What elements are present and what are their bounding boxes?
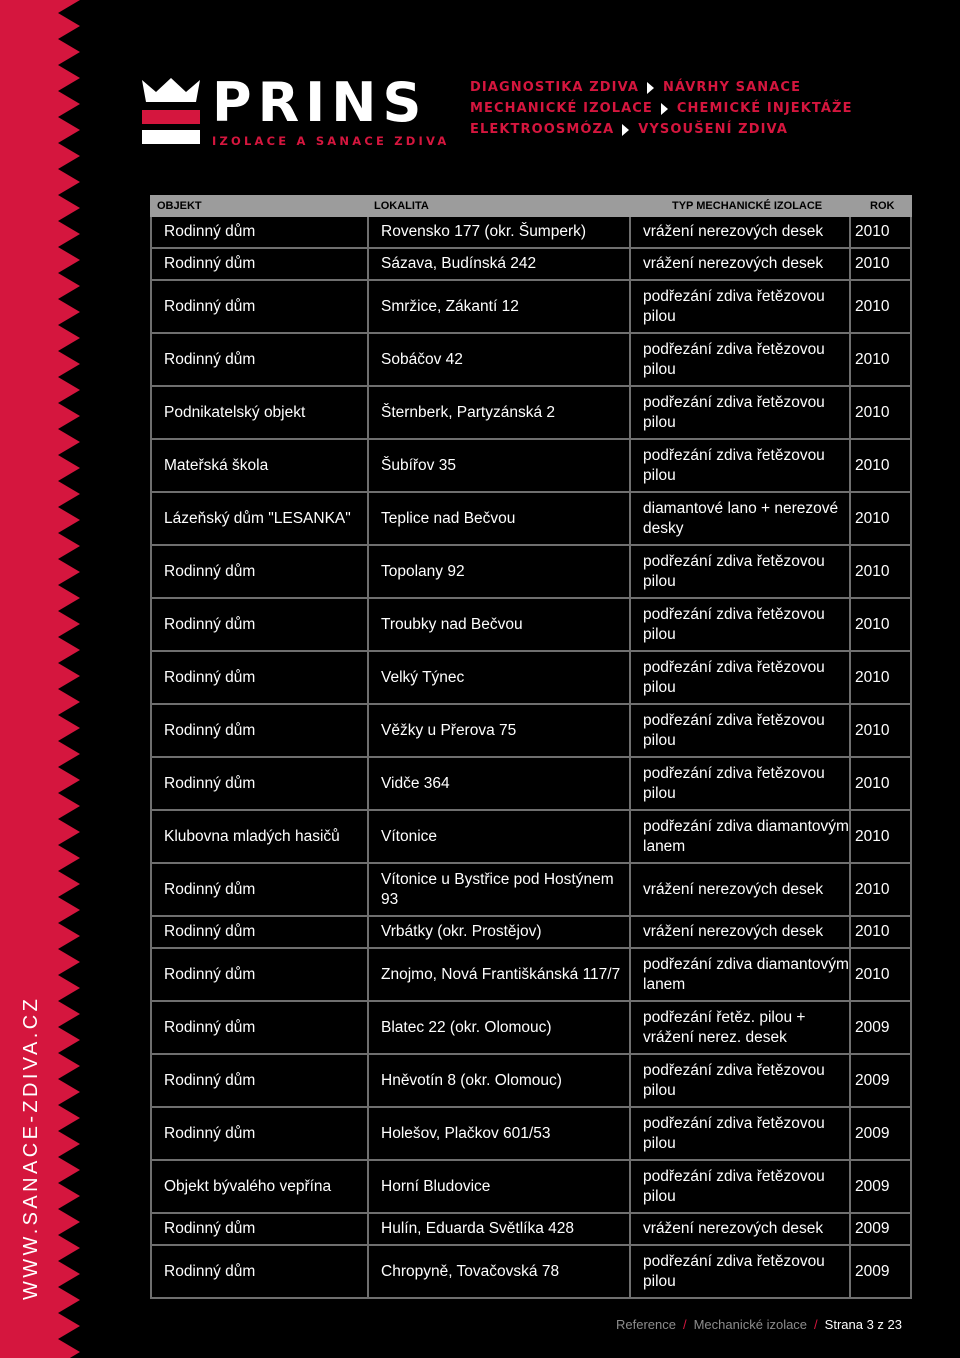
cell-type: podřezání zdiva řetězovou pilou	[631, 705, 851, 756]
cell-object: Klubovna mladých hasičů	[152, 811, 369, 862]
cell-object: Rodinný dům	[152, 599, 369, 650]
table-row	[150, 387, 912, 440]
cell-location: Hulín, Eduarda Světlíka 428	[369, 1214, 631, 1244]
nav-item-navrhy-sanace[interactable]: NÁVRHY SANACE	[663, 80, 802, 95]
cell-year: 2010	[855, 403, 890, 421]
cell-location: Vrbátky (okr. Prostějov)	[369, 917, 631, 947]
cell-location: Znojmo, Nová Františkánská 117/7	[369, 949, 631, 1000]
column-header-year: ROK	[870, 200, 895, 212]
table-row	[150, 440, 912, 493]
table-row	[150, 1002, 912, 1055]
cell-location: Vítonice	[369, 811, 631, 862]
website-url[interactable]: WWW.SANACE-ZDIVA.CZ	[20, 995, 42, 1300]
table-row	[150, 546, 912, 599]
cell-type: vrážení nerezových desek	[631, 217, 851, 247]
page-number: Strana 3 z 23	[824, 1317, 902, 1332]
cell-type: podřezání zdiva diamantovým lanem	[631, 949, 851, 1000]
cell-location: Vidče 364	[369, 758, 631, 809]
cell-object: Rodinný dům	[152, 758, 369, 809]
cell-location: Věžky u Přerova 75	[369, 705, 631, 756]
cell-location: Šubířov 35	[369, 440, 631, 491]
cell-object: Rodinný dům	[152, 217, 369, 247]
breadcrumb-separator: /	[682, 1317, 687, 1332]
table-row	[150, 281, 912, 334]
column-header-type: TYP MECHANICKÉ IZOLACE	[672, 200, 823, 212]
cell-year: 2010	[855, 880, 890, 898]
table-row	[150, 1108, 912, 1161]
table-row	[150, 493, 912, 546]
table-row	[150, 1055, 912, 1108]
breadcrumb-section[interactable]: Reference	[615, 1317, 676, 1332]
cell-year: 2010	[855, 668, 890, 686]
cell-object: Rodinný dům	[152, 1246, 369, 1297]
cell-year: 2010	[855, 456, 890, 474]
cell-object: Rodinný dům	[152, 705, 369, 756]
table-row	[150, 1246, 912, 1299]
table-row	[150, 917, 912, 949]
cell-year: 2009	[855, 1071, 890, 1089]
cell-object: Rodinný dům	[152, 1214, 369, 1244]
cell-location: Rovensko 177 (okr. Šumperk)	[369, 217, 631, 247]
cell-type: podřezání zdiva řetězovou pilou	[631, 281, 851, 332]
arrow-right-icon	[661, 103, 668, 115]
table-row	[150, 949, 912, 1002]
cell-location: Sobáčov 42	[369, 334, 631, 385]
cell-year: 2009	[855, 1177, 890, 1195]
cell-location: Šternberk, Partyzánská 2	[369, 387, 631, 438]
cell-year: 2010	[855, 297, 890, 315]
cell-type: podřezání zdiva diamantovým lanem	[631, 811, 851, 862]
cell-type: podřezání zdiva řetězovou pilou	[631, 1246, 851, 1297]
table-row	[150, 334, 912, 387]
cell-year: 2009	[855, 1220, 890, 1238]
table-header	[150, 195, 912, 217]
breadcrumb-subsection[interactable]: Mechanické izolace	[693, 1317, 808, 1332]
cell-object: Rodinný dům	[152, 1002, 369, 1053]
cell-type: podřezání zdiva řetězovou pilou	[631, 1108, 851, 1159]
nav-item-mechanicke-izolace[interactable]: MECHANICKÉ IZOLACE	[470, 101, 653, 116]
cell-year: 2010	[855, 721, 890, 739]
cell-type: podřezání zdiva řetězovou pilou	[631, 599, 851, 650]
brand-name: PRINS	[212, 71, 428, 134]
cell-year: 2010	[855, 223, 890, 241]
cell-type: vrážení nerezových desek	[631, 917, 851, 947]
cell-object: Rodinný dům	[152, 249, 369, 279]
cell-location: Horní Bludovice	[369, 1161, 631, 1212]
cell-object: Rodinný dům	[152, 652, 369, 703]
services-nav	[470, 77, 853, 140]
cell-location: Topolany 92	[369, 546, 631, 597]
table-row	[150, 249, 912, 281]
cell-year: 2009	[855, 1262, 890, 1280]
cell-year: 2009	[855, 1124, 890, 1142]
cell-location: Hněvotín 8 (okr. Olomouc)	[369, 1055, 631, 1106]
prins-logo	[140, 71, 450, 154]
cell-location: Vítonice u Bystřice pod Hostýnem 93	[369, 864, 631, 915]
cell-object: Rodinný dům	[152, 949, 369, 1000]
footer-breadcrumb	[616, 1317, 902, 1332]
cell-year: 2010	[855, 923, 890, 941]
cell-object: Rodinný dům	[152, 917, 369, 947]
table-row	[150, 652, 912, 705]
cell-type: vrážení nerezových desek	[631, 1214, 851, 1244]
brand-tagline: IZOLACE A SANACE ZDIVA	[212, 134, 450, 148]
cell-location: Teplice nad Bečvou	[369, 493, 631, 544]
cell-location: Chropyně, Tovačovská 78	[369, 1246, 631, 1297]
cell-object: Rodinný dům	[152, 864, 369, 915]
cell-year: 2010	[855, 774, 890, 792]
cell-type: vrážení nerezových desek	[631, 249, 851, 279]
table-row	[150, 864, 912, 917]
nav-row	[470, 98, 853, 119]
arrow-right-icon	[647, 82, 654, 94]
cell-location: Smržice, Zákantí 12	[369, 281, 631, 332]
cell-type: podřezání zdiva řetězovou pilou	[631, 652, 851, 703]
cell-object: Rodinný dům	[152, 546, 369, 597]
cell-object: Rodinný dům	[152, 334, 369, 385]
cell-object: Rodinný dům	[152, 1055, 369, 1106]
arrow-right-icon	[622, 124, 629, 136]
cell-year: 2010	[855, 615, 890, 633]
cell-year: 2010	[855, 255, 890, 273]
cell-type: podřezání zdiva řetězovou pilou	[631, 1055, 851, 1106]
nav-item-vysouseni-zdiva[interactable]: VYSOUŠENÍ ZDIVA	[638, 122, 788, 137]
table-row	[150, 599, 912, 652]
table-row	[150, 705, 912, 758]
cell-type: podřezání řetěz. pilou + vrážení nerez. desek	[631, 1002, 851, 1053]
cell-type: podřezání zdiva řetězovou pilou	[631, 758, 851, 809]
nav-row	[470, 119, 853, 140]
cell-type: podřezání zdiva řetězovou pilou	[631, 334, 851, 385]
cell-type: podřezání zdiva řetězovou pilou	[631, 1161, 851, 1212]
cell-location: Blatec 22 (okr. Olomouc)	[369, 1002, 631, 1053]
cell-type: podřezání zdiva řetězovou pilou	[631, 440, 851, 491]
cell-year: 2010	[855, 562, 890, 580]
crown-icon	[140, 78, 202, 150]
cell-year: 2010	[855, 965, 890, 983]
cell-object: Podnikatelský objekt	[152, 387, 369, 438]
breadcrumb-separator: /	[814, 1317, 818, 1332]
cell-object: Lázeňský dům "LESANKA"	[152, 493, 369, 544]
table-row	[150, 217, 912, 249]
column-header-object: OBJEKT	[157, 200, 202, 212]
nav-item-chemicke-injektaze[interactable]: CHEMICKÉ INJEKTÁŽE	[676, 101, 853, 116]
cell-type: podřezání zdiva řetězovou pilou	[631, 387, 851, 438]
cell-year: 2009	[855, 1018, 890, 1036]
cell-location: Velký Týnec	[369, 652, 631, 703]
cell-type: podřezání zdiva řetězovou pilou	[631, 546, 851, 597]
cell-year: 2010	[855, 827, 890, 845]
cell-type: diamantové lano + nerezové desky	[631, 493, 851, 544]
cell-year: 2010	[855, 509, 890, 527]
cell-object: Rodinný dům	[152, 281, 369, 332]
cell-object: Mateřská škola	[152, 440, 369, 491]
cell-location: Sázava, Budínská 242	[369, 249, 631, 279]
cell-year: 2010	[855, 350, 890, 368]
table-body	[150, 217, 912, 1299]
cell-object: Objekt bývalého vepřína	[152, 1161, 369, 1212]
cell-location: Troubky nad Bečvou	[369, 599, 631, 650]
reference-table	[150, 195, 912, 1299]
nav-item-elektroosmoza[interactable]: ELEKTROOSMÓZA	[470, 122, 615, 137]
table-row	[150, 1214, 912, 1246]
table-row	[150, 758, 912, 811]
nav-row	[470, 77, 853, 98]
cell-type: vrážení nerezových desek	[631, 864, 851, 915]
cell-object: Rodinný dům	[152, 1108, 369, 1159]
table-row	[150, 811, 912, 864]
cell-location: Holešov, Plačkov 601/53	[369, 1108, 631, 1159]
nav-item-diagnostika[interactable]: DIAGNOSTIKA ZDIVA	[470, 80, 640, 95]
column-header-location: LOKALITA	[374, 200, 429, 212]
table-row	[150, 1161, 912, 1214]
